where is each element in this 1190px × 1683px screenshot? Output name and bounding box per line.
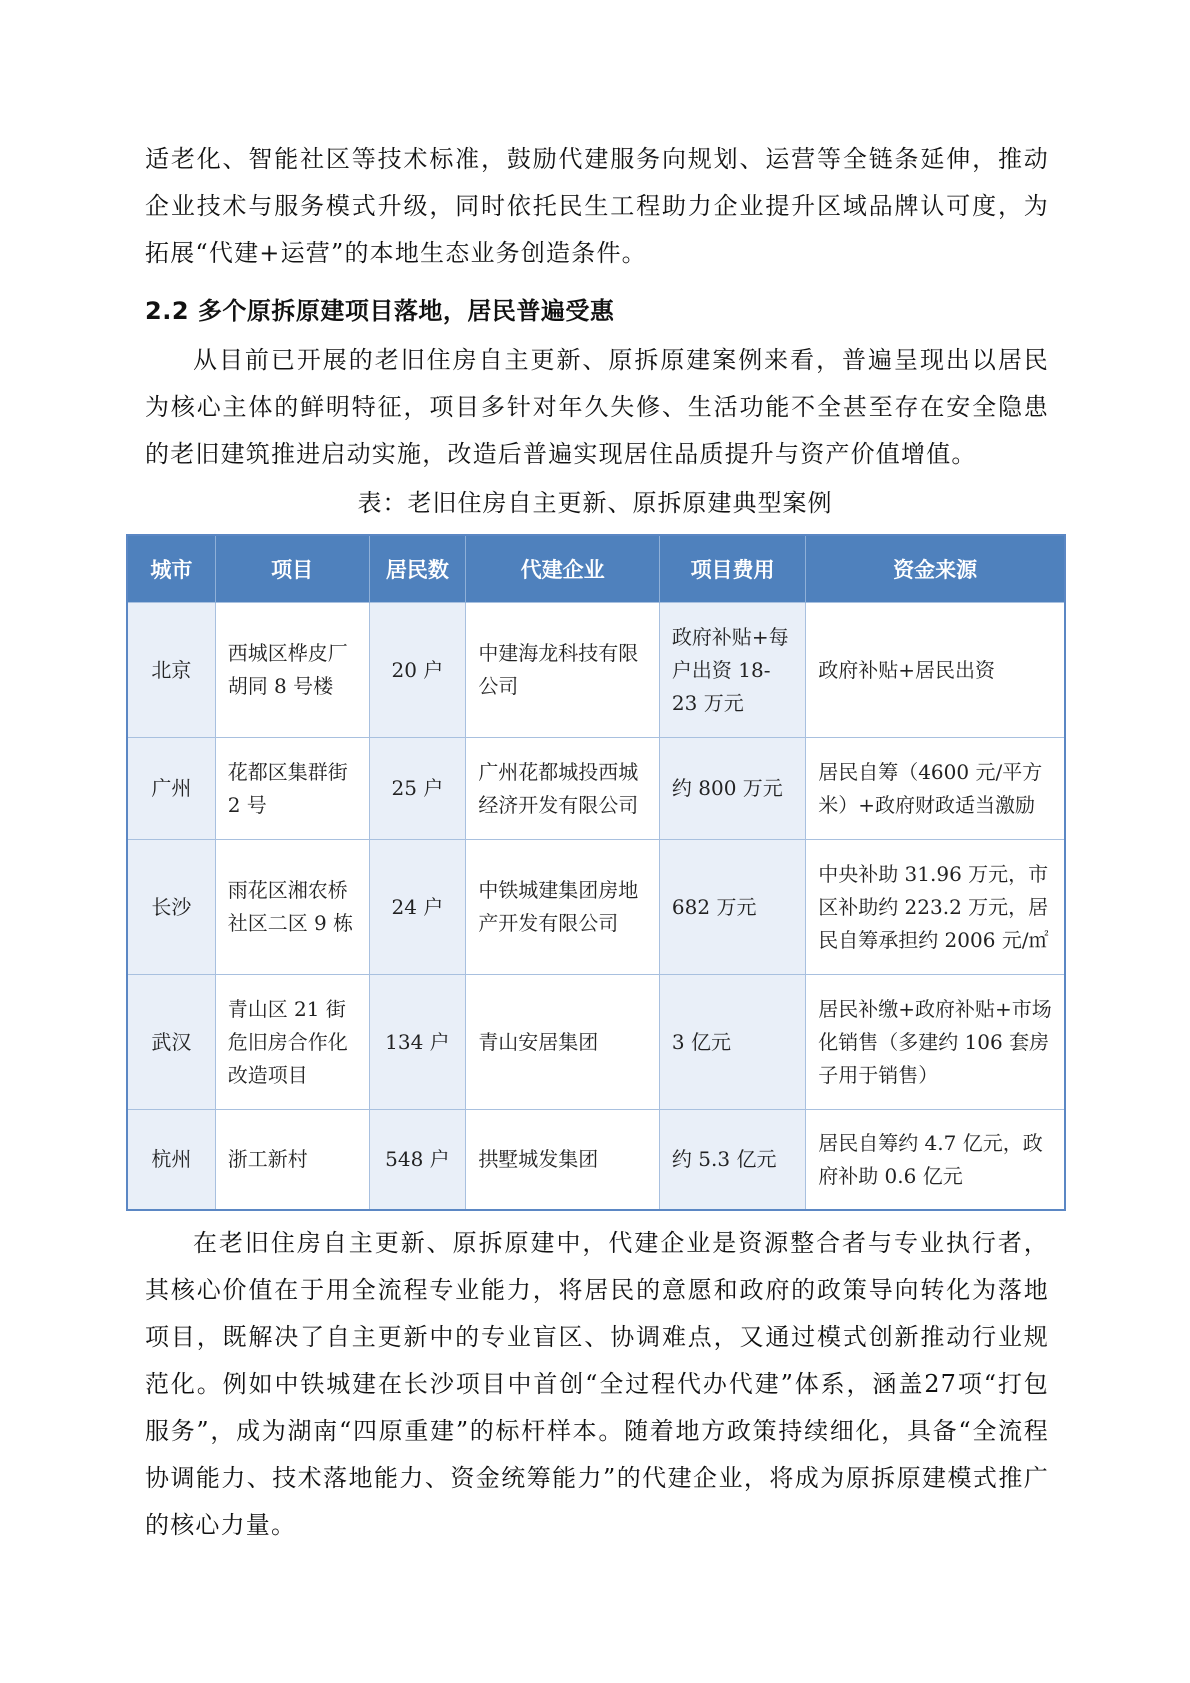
header-project: 项目	[215, 535, 369, 603]
table-row	[127, 603, 1065, 738]
table-header-row	[127, 535, 1065, 603]
cell-project: 浙工新村	[215, 1110, 369, 1211]
cell-developer: 青山安居集团	[466, 975, 660, 1110]
cell-developer: 中建海龙科技有限公司	[466, 603, 660, 738]
cell-residents: 24 户	[369, 840, 466, 975]
cell-city: 杭州	[127, 1110, 215, 1211]
cell-funding: 居民自筹（4600 元/平方米）+政府财政适当激励	[806, 738, 1065, 840]
cell-project: 青山区 21 街危旧房合作化改造项目	[215, 975, 369, 1110]
table-caption: 表：老旧住房自主更新、原拆原建典型案例	[357, 489, 833, 517]
cell-residents: 20 户	[369, 603, 466, 738]
header-cost: 项目费用	[659, 535, 805, 603]
body-paragraph-1: 从目前已开展的老旧住房自主更新、原拆原建案例来看，普遍呈现出以居民为核心主体的鲜明特征，项目多针对年久失修、生活功能不全甚至存在安全隐患的老旧建筑推进启动实施，改造后普遍实现居住品质提升与资产价值增值。	[145, 346, 1049, 468]
header-residents: 居民数	[369, 535, 466, 603]
header-funding: 资金来源	[806, 535, 1065, 603]
section-heading: 2.2 多个原拆原建项目落地，居民普遍受惠	[145, 297, 615, 325]
cell-city: 广州	[127, 738, 215, 840]
cell-cost: 约 5.3 亿元	[659, 1110, 805, 1211]
cell-residents: 134 户	[369, 975, 466, 1110]
cell-cost: 682 万元	[659, 840, 805, 975]
table-row	[127, 738, 1065, 840]
cell-funding: 居民自筹约 4.7 亿元，政府补助 0.6 亿元	[806, 1110, 1065, 1211]
cell-cost: 约 800 万元	[659, 738, 805, 840]
cell-residents: 548 户	[369, 1110, 466, 1211]
cell-city: 武汉	[127, 975, 215, 1110]
cell-cost: 政府补贴+每户出资 18-23 万元	[659, 603, 805, 738]
cell-developer: 拱墅城发集团	[466, 1110, 660, 1211]
cell-city: 长沙	[127, 840, 215, 975]
header-developer: 代建企业	[466, 535, 660, 603]
cell-developer: 中铁城建集团房地产开发有限公司	[466, 840, 660, 975]
table-row	[127, 840, 1065, 975]
cell-funding: 中央补助 31.96 万元，市区补助约 223.2 万元，居民自筹承担约 2006 元/㎡	[806, 840, 1065, 975]
table-row	[127, 975, 1065, 1110]
table-row	[127, 1110, 1065, 1211]
cell-residents: 25 户	[369, 738, 466, 840]
cell-cost: 3 亿元	[659, 975, 805, 1110]
cell-project: 花都区集群街 2 号	[215, 738, 369, 840]
cell-project: 西城区桦皮厂胡同 8 号楼	[215, 603, 369, 738]
cell-funding: 居民补缴+政府补贴+市场化销售（多建约 106 套房子用于销售）	[806, 975, 1065, 1110]
cell-funding: 政府补贴+居民出资	[806, 603, 1065, 738]
cases-table	[126, 534, 1066, 1211]
body-paragraph-2: 在老旧住房自主更新、原拆原建中，代建企业是资源整合者与专业执行者，其核心价值在于用全流程专业能力，将居民的意愿和政府的政策导向转化为落地项目，既解决了自主更新中的专业盲区、协调难点，又通过模式创新推动行业规范化。例如中铁城建在长沙项目中首创“全过程代办代建”体系，涵盖27项“打包服务”，成为湖南“四原重建”的标杆样本。随着地方政策持续细化，具备“全流程协调能力、技术落地能力、资金统筹能力”的代建企业，将成为原拆原建模式推广的核心力量。	[145, 1229, 1049, 1539]
cell-developer: 广州花都城投西城经济开发有限公司	[466, 738, 660, 840]
header-city: 城市	[127, 535, 215, 603]
cell-city: 北京	[127, 603, 215, 738]
cell-project: 雨花区湘农桥社区二区 9 栋	[215, 840, 369, 975]
intro-paragraph: 适老化、智能社区等技术标准，鼓励代建服务向规划、运营等全链条延伸，推动企业技术与服务模式升级，同时依托民生工程助力企业提升区域品牌认可度，为拓展“代建+运营”的本地生态业务创造条件。	[145, 145, 1049, 267]
